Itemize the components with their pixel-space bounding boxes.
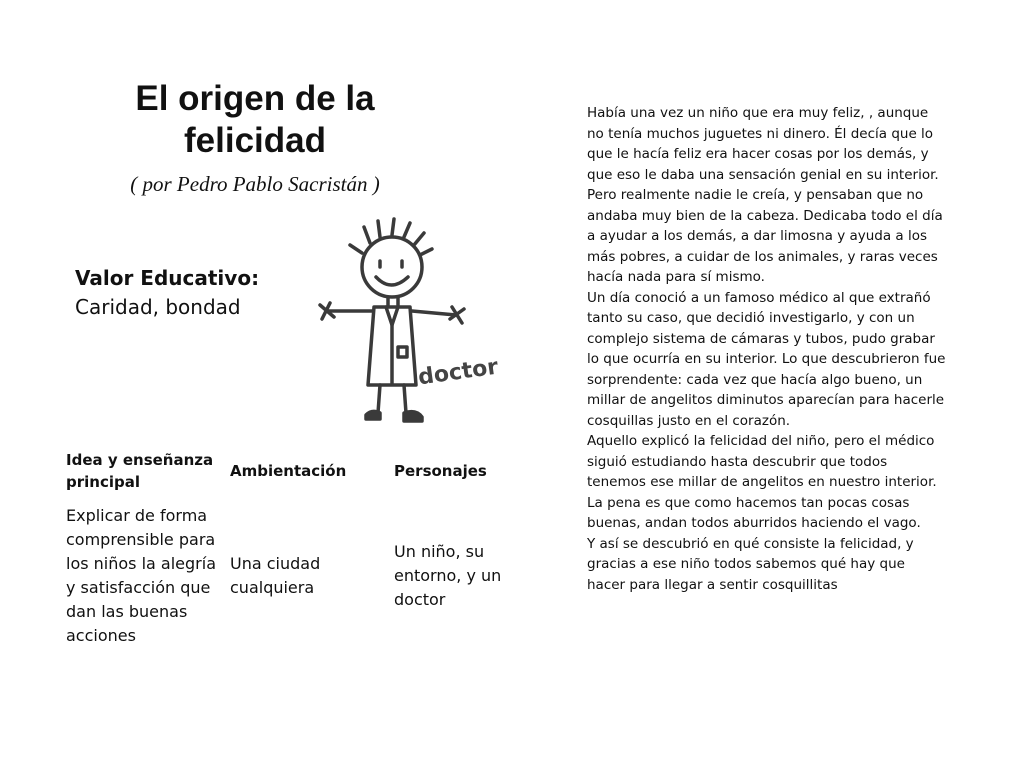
author-subtitle: ( por Pedro Pablo Sacristán ): [130, 172, 380, 196]
story-text: [587, 103, 947, 595]
cell-idea: Explicar de forma comprensible para los niños la alegría y satisfacción que dan las buenas acciones: [66, 506, 217, 645]
page-title: El origen de la felicidad: [135, 79, 375, 160]
valor-value: Caridad, bondad: [75, 295, 241, 319]
header-ambientacion: Ambientación: [230, 462, 347, 480]
doctor-caption: doctor: [416, 354, 500, 391]
table-row: [60, 500, 530, 652]
doctor-boy-drawing-icon: [312, 215, 492, 430]
valor-educativo: [75, 264, 275, 322]
story-paragraph: Había una vez un niño que era muy feliz, , aunque no tenía muchos juguetes ni dinero. Él decía que lo que le hacía feliz era hacer cosas por los demás, y que eso le daba una sensación genial en su interior. Pero realmente nadie le creía, y pensaban que no andaba muy bien de la cabeza. Dedicaba todo el día a ayudar a los demás, a dar limosna y ayuda a los más pobres, a cuidar de los animales, y raras veces hacía nada para sí mismo.: [587, 105, 943, 285]
cell-personajes: Un niño, su entorno, y un doctor: [394, 542, 502, 609]
header-idea: Idea y enseñanza principal: [66, 451, 214, 491]
story-paragraph: Y así se descubrió en qué consiste la felicidad, y gracias a ese niño todos sabemos qué hay que hacer para llegar a sentir cosquillitas: [587, 535, 914, 593]
header-personajes: Personajes: [394, 462, 487, 480]
story-paragraph: Aquello explicó la felicidad del niño, pero el médico siguió estudiando hasta descubrir que todos tenemos ese millar de angelitos en nuestro interior. La pena es que como hacemos tan pocas cosas buenas, andan todos aburridos haciendo el vago.: [587, 433, 937, 531]
story-summary-table: [60, 442, 530, 652]
valor-label: Valor Educativo:: [75, 266, 260, 290]
table-header-row: [60, 442, 530, 500]
cell-ambientacion: Una ciudad cualquiera: [230, 554, 321, 597]
story-paragraph: Un día conoció a un famoso médico al que extrañó tanto su caso, que decidió investigarlo, y con un complejo sistema de cámaras y tubos, pudo grabar lo que ocurría en su interior. Lo que descubrieron fue sorprendente: cada vez que hacía algo bueno, un millar de angelitos diminutos aparecían para hacerle cosquillas justo en el corazón.: [587, 289, 946, 429]
